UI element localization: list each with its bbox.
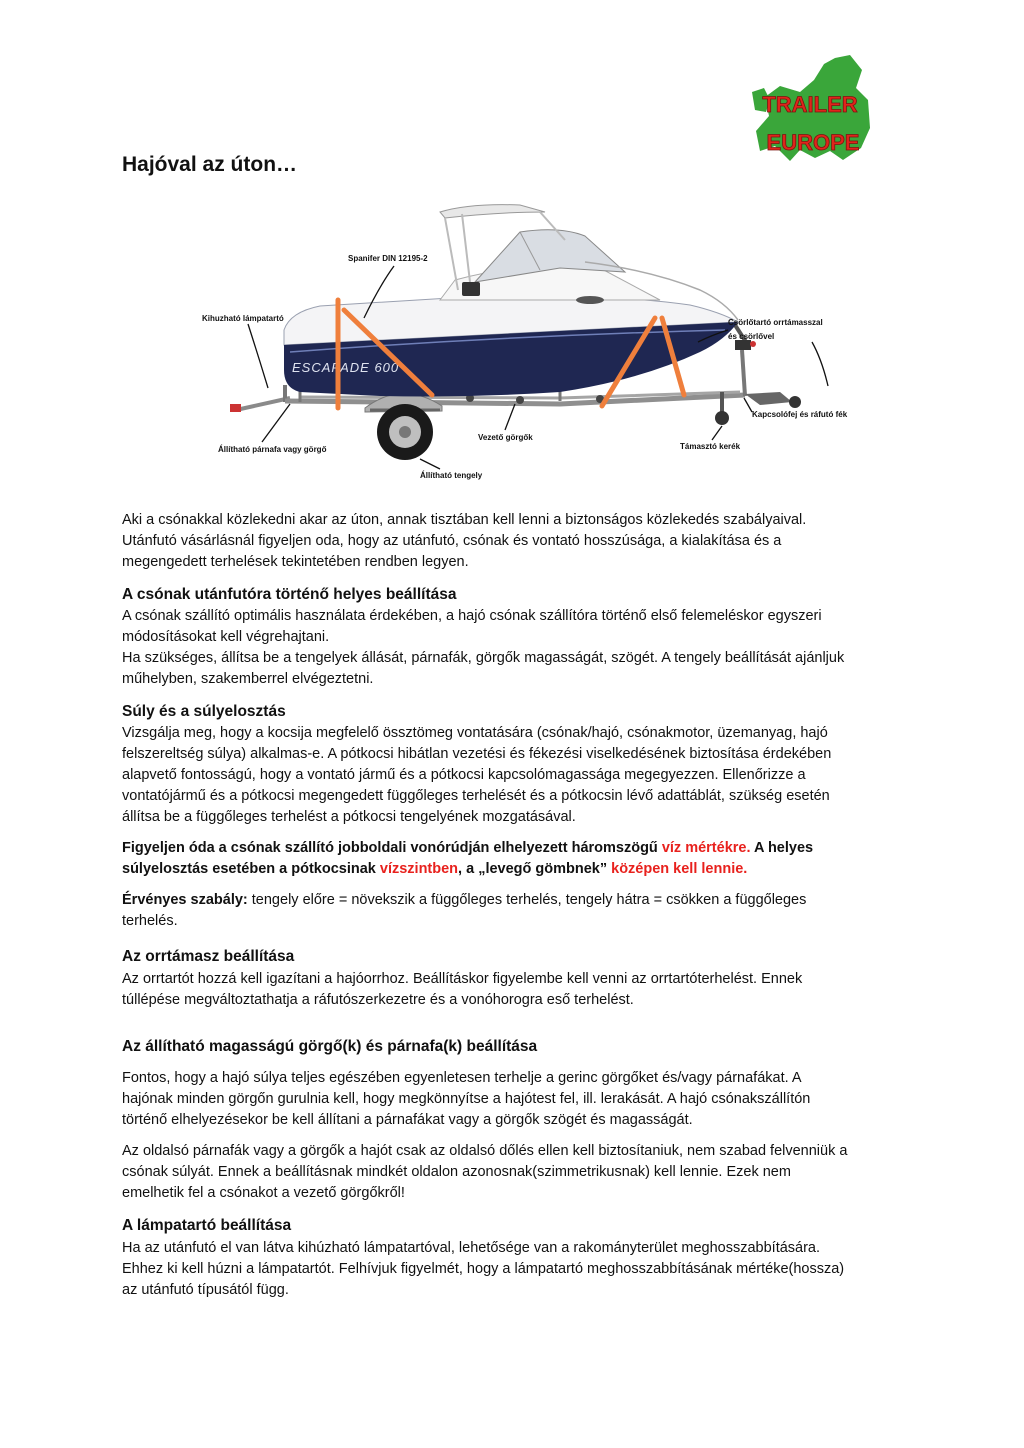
label-axle: Állítható tengely — [420, 471, 483, 480]
leader-guide-rollers — [505, 404, 515, 430]
heading-boat-setup: A csónak utánfutóra történő helyes beállítása — [122, 586, 457, 603]
heading-bow-support: Az orrtámasz beállítása — [122, 948, 295, 965]
label-lamp-holder: Kihuzható lámpatartó — [202, 314, 284, 323]
winch — [735, 340, 751, 350]
rule-paragraph — [122, 890, 806, 932]
level-note-highlight: középen kell lennie. — [611, 861, 748, 877]
label-guide-rollers: Vezető görgők — [478, 433, 533, 442]
heading-lamp-holder: A lámpatartó beállítása — [122, 1217, 292, 1234]
label-winch-line1: Csörlőtartó orrtámasszal — [728, 318, 823, 327]
lamp-paragraph: Ha az utánfutó el van látva kihúzható lámpatartóval, lehetősége van a rakományterület meghosszabbítására. Ehhez ki kell húzni a lámpatartót. Felhívjuk figyelmét, hogy a lámpatartó meghosszabbításának mértéke(hossza) az utánfutó típusától függ. — [122, 1240, 845, 1298]
intro-paragraph: Aki a csónakkal közlekedni akar az úton, annak tisztában kell lenni a biztonságos közlekedés szabályaival. Utánfutó vásárlásnál figyeljen oda, hogy az utánfutó, csónak és vontató hosszúsága, a kialakítása és a megengedett terhelések tekintetében rendben legyen. — [122, 512, 807, 570]
trailer-europe-logo — [745, 50, 875, 165]
label-bunk: Állítható párnafa vagy görgő — [218, 445, 327, 454]
label-spanifer: Spanifer DIN 12195-2 — [348, 254, 428, 263]
winch-post — [742, 350, 745, 396]
wheel — [377, 404, 433, 460]
logo-text-trailer: TRAILER — [762, 92, 858, 117]
level-note — [122, 838, 813, 880]
level-note-text: , a „levegő gömbnek” — [458, 861, 612, 877]
level-note-text: Figyeljen óda a csónak szállító jobboldali vonórúdján elhelyezett háromszögű — [122, 840, 662, 856]
leader-axle — [420, 459, 440, 469]
rule-label: Érvényes szabály: — [122, 892, 248, 908]
level-note-highlight: vízszintben — [379, 861, 459, 877]
heading-weight: Súly és a súlyelosztás — [122, 703, 286, 720]
jockey-wheel — [715, 411, 729, 425]
hitch — [789, 396, 801, 408]
boat-trailer-figure — [180, 195, 880, 490]
guide-roller — [516, 396, 524, 404]
rollers-paragraph-1: Fontos, hogy a hajó súlya teljes egészében egyenletesen terhelje a gerinc görgőket és/vagy párnafákat. A hajónak minden görgőn gurulnia kell, hogy megkönnyítse a hajótest fel, ill. lerakását. A hajó csónakszállítón történő elhelyezésekor be kell állítani a párnafákat vagy a görgők szögét és magasságát. — [122, 1070, 811, 1128]
label-winch-line2: és csörlővel — [728, 332, 775, 341]
logo-text-europe: EUROPE — [766, 130, 860, 155]
leader-jockey-wheel — [712, 426, 722, 440]
setup-paragraph-2: Ha szükséges, állítsa be a tengelyek állását, párnafák, görgők magasságát, szögét. A tengely beállítását ajánljuk műhelyben, szakemberrel elvégeztetni. — [122, 650, 845, 687]
label-jockey-wheel: Támasztó kerék — [680, 442, 741, 451]
page-title: Hajóval az úton… — [122, 153, 298, 176]
deck-hatch — [576, 296, 604, 304]
leader-lamp-holder — [248, 324, 268, 388]
helm-seat — [462, 282, 480, 296]
rollers-paragraph-2: Az oldalsó párnafák vagy a görgők a hajót csak az oldalsó dőlés ellen kell biztosítaniuk, nem szabad felvenniük a csónak súlyát. Ennek a beállításnak mindkét oldalon azonosnak(szimmetrikusnak) kell lennie. Ezek nem emelhetik fel a csónakot a vezető görgőkről! — [122, 1143, 848, 1201]
boat — [284, 205, 738, 397]
leader-coupling — [744, 398, 752, 412]
hull-lettering: ESCAPADE 600 — [292, 360, 400, 375]
leader-winch-right — [812, 342, 828, 386]
rear-light — [230, 404, 241, 412]
winch-knob — [750, 341, 756, 347]
rule-text: tengely előre = növekszik a függőleges terhelés, tengely hátra = csökken a függőleges terhelés. — [122, 892, 807, 929]
t-top-canopy — [440, 205, 545, 218]
bow-paragraph: Az orrtartót hozzá kell igazítani a hajóorrhoz. Beállításkor figyelembe kell venni az orrtartóterhelést. Ennek túllépése megváltoztathatja a ráfutószerkezetre és a vonóhorogra eső terhelést. — [122, 971, 803, 1008]
heading-rollers: Az állítható magasságú görgő(k) és párnafa(k) beállítása — [122, 1038, 538, 1055]
coupling-head — [745, 392, 792, 405]
level-note-highlight: víz mértékre. — [661, 840, 751, 856]
setup-paragraph-1: A csónak szállító optimális használata érdekében, a hajó csónak szállítóra történő első felemeléskor egyszeri módosításokat kell végrehajtani. — [122, 608, 822, 645]
lamp-holder-bar — [236, 398, 290, 410]
label-coupling: Kapcsolófej és ráfutó fék — [752, 410, 848, 419]
weight-paragraph: Vizsgálja meg, hogy a kocsija megfelelő össztömeg vontatására (csónak/hajó, csónakmotor, üzemanyag, hajó felszereltség súlya) alkalmas-e. A pótkocsi hibátlan vezetési és fékezési viselkedésének biztosítása érdekében alapvető fontosságú, hogy a vontató jármű és a pótkocsi kapcsolómagassága megegyezzen. Ellenőrizze a vontatójármű és a pótkocsi megengedett függőleges terhelését és a pótkocsin lévő adattáblát, szükség esetén állítsa be a függőleges terhelést a pótkocsi tengelyének mozgatásával. — [122, 725, 832, 825]
leader-bunk — [262, 404, 290, 442]
level-note-text: A helyes súlyelosztás esetében a pótkocsinak — [122, 840, 814, 877]
